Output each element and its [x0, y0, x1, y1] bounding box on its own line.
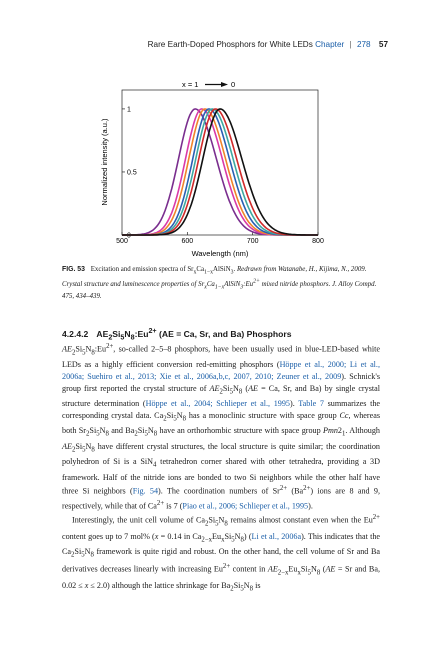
caption-text: Excitation and emission spectra of $Sr_xCa_{1-x}AlSiN_3$. Redrawn from Watanabe, H., Kijima, N., 2009. Crystal structure and luminescence properties of $Sr_xCa_{1-x}AlSiN_3:Eu^{2+}$ mixed nitride phosphors. J. Alloy Compd. 475, 434–439. — [62, 266, 377, 301]
section-heading — [62, 327, 292, 342]
chapter-label: Chapter — [315, 40, 345, 49]
x-tick-label: 700 — [246, 238, 259, 245]
annotation-arrow-head — [221, 82, 228, 87]
x-tick-label: 600 — [181, 238, 194, 245]
body-text — [62, 341, 380, 595]
caption-label: FIG. 53 — [62, 266, 85, 273]
running-header — [148, 40, 388, 49]
section-number: 4.2.4.2 — [62, 328, 89, 339]
spectra-chart — [72, 78, 358, 268]
y-axis-label: Normalized intensity (a.u.) — [100, 118, 109, 206]
annotation-x0: 0 — [231, 80, 236, 89]
x-tick-label: 800 — [312, 238, 324, 245]
x-axis-label: Wavelength (nm) — [191, 249, 249, 258]
chapter-number: 278 — [356, 40, 371, 49]
x-tick-label: 500 — [116, 238, 128, 245]
y-tick-label: 0 — [127, 232, 131, 240]
spectra-figure — [72, 78, 358, 268]
y-tick-label: 0.5 — [127, 169, 137, 177]
y-tick-label: 1 — [127, 106, 131, 114]
page-number: 57 — [378, 40, 388, 49]
annotation-x1: x = 1 — [182, 80, 199, 89]
section-title: $AE_2Si_5N_8:Eu^{2+}$ (AE = Ca, Sr, and Ba) Phosphors — [96, 327, 292, 342]
figure-caption — [62, 265, 380, 301]
paragraph-1: $AE_2Si_5N_8:Eu^{2+}$, so-called 2–5–8 phosphors, have been usually used in blue-LED-based white LEDs as a highly efficient conversion red-emitting phosphors (Höppe et al., 2000; Li et al., 2006a; Suehiro et al., 2013; Xie et al., 2006a,b,c, 2007, 2010; Zeuner et al., 2009). Schnick's group first reported the crystal structure of $AE_2Si_5N_8$ (AE = Ca, Sr, and Ba) by single crystal structure determination (Höppe et al., 2004; Schlieper et al., 1995). Table 7 summarizes the corresponding crystal data. $Ca_2Si_5N_8$ has a monoclinic structure with space group Cc, whereas both $Sr_2Si_5N_8$ and $Ba_2Si_5N_8$ have an orthorhombic structure with space group $Pmn2_1$. Although $AE_2Si_5N_8$ have different crystal structures, the local structure is quite similar; the coordination polyhedron of Si is a SiN$_4$ tetrahedron corner shared with other tetrahedra, providing a 3D framework. Half of the nitride ions are bonded to two Si neighbors while the other half have three Si neighbors (Fig. 54). The coordination numbers of $Sr^{2+}$ $(Ba^{2+})$ ions are 8 and 9, respectively, while that of $Ca^{2+}$ is 7 (Piao et al., 2006; Schlieper et al., 1995). — [62, 343, 381, 511]
paragraph-2: Interestingly, the unit cell volume of $Ca_2Si_5N_8$ remains almost constant even when the $Eu^{2+}$ content goes up to 7 mol% (x = 0.14 in $Ca_{2-x}Eu_xSi_5N_8$) (Li et al., 2006a). This indicates that the $Ca_2Si_5N_8$ framework is quite rigid and robust. On the other hand, the cell volume of Sr and Ba derivatives decreases linearly with increasing $Eu^{2+}$ content in $AE_{2-x}Eu_xSi_5N_8$ (AE = Sr and Ba, 0.02 ≤ x ≤ 2.0) although the lattice shrinkage for $Ba_2Si_5N_8$ is — [62, 514, 380, 593]
running-title: Rare Earth-Doped Phosphors for White LEDs — [147, 40, 313, 49]
header-separator: | — [349, 40, 352, 49]
